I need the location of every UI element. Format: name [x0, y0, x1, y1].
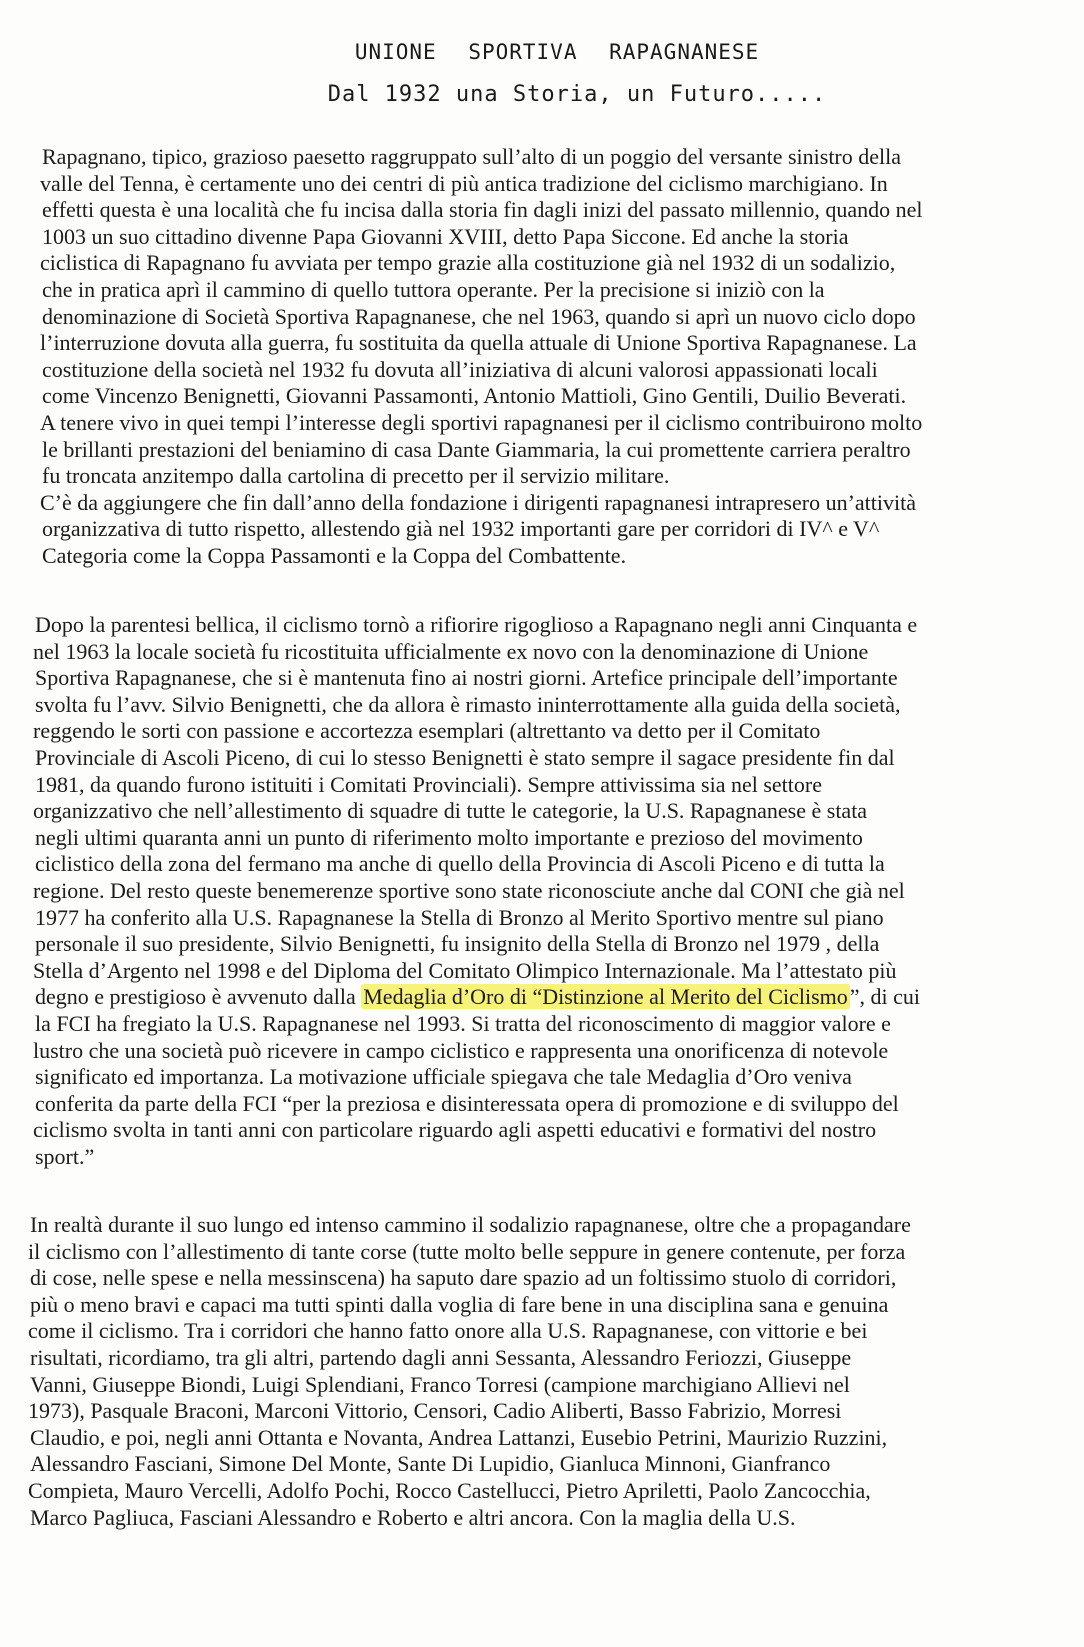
text-line: l’interruzione dovuta alla guerra, fu sostituita da quella attuale di Unione Sportiva Rapagnanese. La	[40, 330, 917, 356]
document-title: UNIONE SPORTIVA RAPAGNANESE	[354, 40, 760, 64]
text-line: Stella d’Argento nel 1998 e del Diploma del Comitato Olimpico Internazionale. Ma l’attestato più	[33, 957, 897, 983]
text-line: come il ciclismo. Tra i corridori che hanno fatto onore alla U.S. Rapagnanese, con vittorie e bei	[28, 1318, 868, 1344]
text-line: le brillanti prestazioni del beniamino di casa Dante Giammaria, la cui promettente carriera peraltro	[42, 436, 911, 462]
text-line: Compieta, Mauro Vercelli, Adolfo Pochi, Rocco Castellucci, Pietro Apriletti, Paolo Zancocchia,	[28, 1478, 871, 1503]
text-line: Dopo la parentesi bellica, il ciclismo tornò a rifiorire rigoglioso a Rapagnano negli anni Cinquanta e	[35, 612, 918, 637]
highlight-line-before: degno e prestigioso è avvenuto dalla	[35, 984, 362, 1010]
text-line: come Vincenzo Benignetti, Giovanni Passamonti, Antonio Mattioli, Gino Gentili, Duilio Beverati.	[42, 383, 907, 409]
text-line: ciclismo svolta in tanti anni con particolare riguardo agli aspetti educativi e formativi del nostro	[33, 1117, 877, 1143]
text-line: Marco Pagliuca, Fasciani Alessandro e Roberto e altri ancora. Con la maglia della U.S.	[30, 1504, 796, 1530]
text-line: valle del Tenna, è certamente uno dei centri di più antica tradizione del ciclismo marchigiano. In	[40, 170, 888, 196]
text-line: organizzativa di tutto rispetto, allestendo già nel 1932 importanti gare per corridori di IV^ e V^	[42, 516, 880, 542]
highlighted-text: Medaglia d’Oro di “Distinzione al Merito del Ciclismo	[363, 984, 848, 1010]
text-line: personale il suo presidente, Silvio Benignetti, fu insignito della Stella di Bronzo nel 1979 , della	[35, 931, 880, 957]
text-line: 1973), Pasquale Braconi, Marconi Vittorio, Censori, Cadio Aliberti, Basso Fabrizio, Morresi	[28, 1398, 842, 1424]
text-line: risultati, ricordiamo, tra gli altri, partendo dagli anni Sessanta, Alessandro Feriozzi, Giuseppe	[30, 1345, 852, 1370]
text-line: conferita da parte della FCI “per la preziosa e disinteressata opera di promozione e di sviluppo del	[35, 1090, 899, 1116]
text-line: effetti questa è una località che fu incisa dalla storia fin dagli inizi del passato millennio, quando nel	[42, 197, 923, 223]
text-line: ciclistico della zona del fermano ma anche di quello della Provincia di Ascoli Piceno e di tutta la	[35, 851, 885, 877]
text-line: che in pratica aprì il cammino di quello tuttora operante. Per la precisione si iniziò con la	[42, 277, 825, 302]
text-line: In realtà durante il suo lungo ed intenso cammino il sodalizio rapagnanese, oltre che a propagandare	[30, 1212, 911, 1237]
text-line: Rapagnano, tipico, grazioso paesetto raggruppato sull’alto di un poggio del versante sinistro della	[42, 144, 902, 169]
text-line: più o meno bravi e capaci ma tutti spinti dalla voglia di fare bene in una disciplina sana e genuina	[30, 1291, 889, 1317]
text-line: il ciclismo con l’allestimento di tante corse (tutte molto belle seppure in genere contenute, per forza	[28, 1238, 906, 1264]
text-line: regione. Del resto queste benemerenze sportive sono state riconosciute anche dal CONI che già nel	[33, 878, 905, 903]
text-line: la FCI ha fregiato la U.S. Rapagnanese nel 1993. Si tratta del riconoscimento di maggior valore e	[35, 1011, 891, 1036]
text-line: organizzativo che nell’allestimento di squadre di tutte le categorie, la U.S. Rapagnanese è stata	[33, 798, 868, 824]
text-line: Claudio, e poi, negli anni Ottanta e Novanta, Andrea Lattanzi, Eusebio Petrini, Maurizio Ruzzini,	[30, 1424, 888, 1450]
text-line: nel 1963 la locale società fu ricostituita ufficialmente ex novo con la denominazione di Unione	[33, 638, 869, 664]
text-line: Vanni, Giuseppe Biondi, Luigi Splendiani, Franco Torresi (campione marchigiano Allievi nel	[30, 1371, 850, 1397]
highlight-line-after: ”, di cui	[849, 984, 921, 1010]
text-line: costituzione della società nel 1932 fu dovuta all’iniziativa di alcuni valorosi appassionati locali	[42, 356, 878, 382]
text-line: C’è da aggiungere che fin dall’anno della fondazione i dirigenti rapagnanesi intrapresero un’attività	[40, 489, 916, 515]
text-line: 1977 ha conferito alla U.S. Rapagnanese la Stella di Bronzo al Merito Sportivo mentre sul piano	[35, 904, 884, 930]
text-line: negli ultimi quaranta anni un punto di riferimento molto importante e prezioso del movimento	[35, 824, 863, 850]
text-line: reggendo le sorti con passione e accortezza esemplari (altrettanto va detto per il Comitato	[33, 718, 821, 744]
text-line: svolta fu l’avv. Silvio Benignetti, che da allora è rimasto ininterrottamente alla guida della società,	[35, 691, 901, 717]
text-line: denominazione di Società Sportiva Rapagnanese, che nel 1963, quando si aprì un nuovo ciclo dopo	[42, 303, 916, 329]
text-line: Categoria come la Coppa Passamonti e la Coppa del Combattente.	[42, 543, 627, 568]
text-line: ciclistica di Rapagnano fu avviata per tempo grazie alla costituzione già nel 1932 di un sodalizio,	[40, 250, 896, 276]
text-line: 1003 un suo cittadino divenne Papa Giovanni XVIII, detto Papa Siccone. Ed anche la storia	[42, 223, 849, 249]
highlighted-line	[35, 984, 920, 1010]
text-line: Provinciale di Ascoli Piceno, di cui lo stesso Benignetti è stato sempre il sagace presidente fin dal	[35, 745, 895, 770]
text-line: A tenere vivo in quei tempi l’interesse degli sportivi rapagnanesi per il ciclismo contribuirono molto	[40, 410, 923, 435]
document-subtitle: Dal 1932 una Storia, un Futuro.....	[327, 82, 827, 107]
text-line: fu troncata anzitempo dalla cartolina di precetto per il servizio militare.	[42, 463, 670, 489]
text-line: significato ed importanza. La motivazione ufficiale spiegava che tale Medaglia d’Oro veniva	[35, 1064, 852, 1090]
text-line: sport.”	[35, 1144, 95, 1169]
text-line: 1981, da quando furono istituiti i Comitati Provinciali). Sempre attivissima sia nel settore	[35, 771, 822, 797]
text-line: lustro che una società può ricevere in campo ciclistico e rappresenta una onorificenza di notevole	[33, 1037, 889, 1063]
text-line: di cose, nelle spese e nella messinscena) ha saputo dare spazio ad un foltissimo stuolo di corridori,	[30, 1265, 897, 1291]
text-line: Sportiva Rapagnanese, che si è mantenuta fino ai nostri giorni. Artefice principale dell’importante	[35, 665, 898, 691]
text-line: Alessandro Fasciani, Simone Del Monte, Sante Di Lupidio, Gianluca Minnoni, Gianfranco	[30, 1451, 831, 1477]
